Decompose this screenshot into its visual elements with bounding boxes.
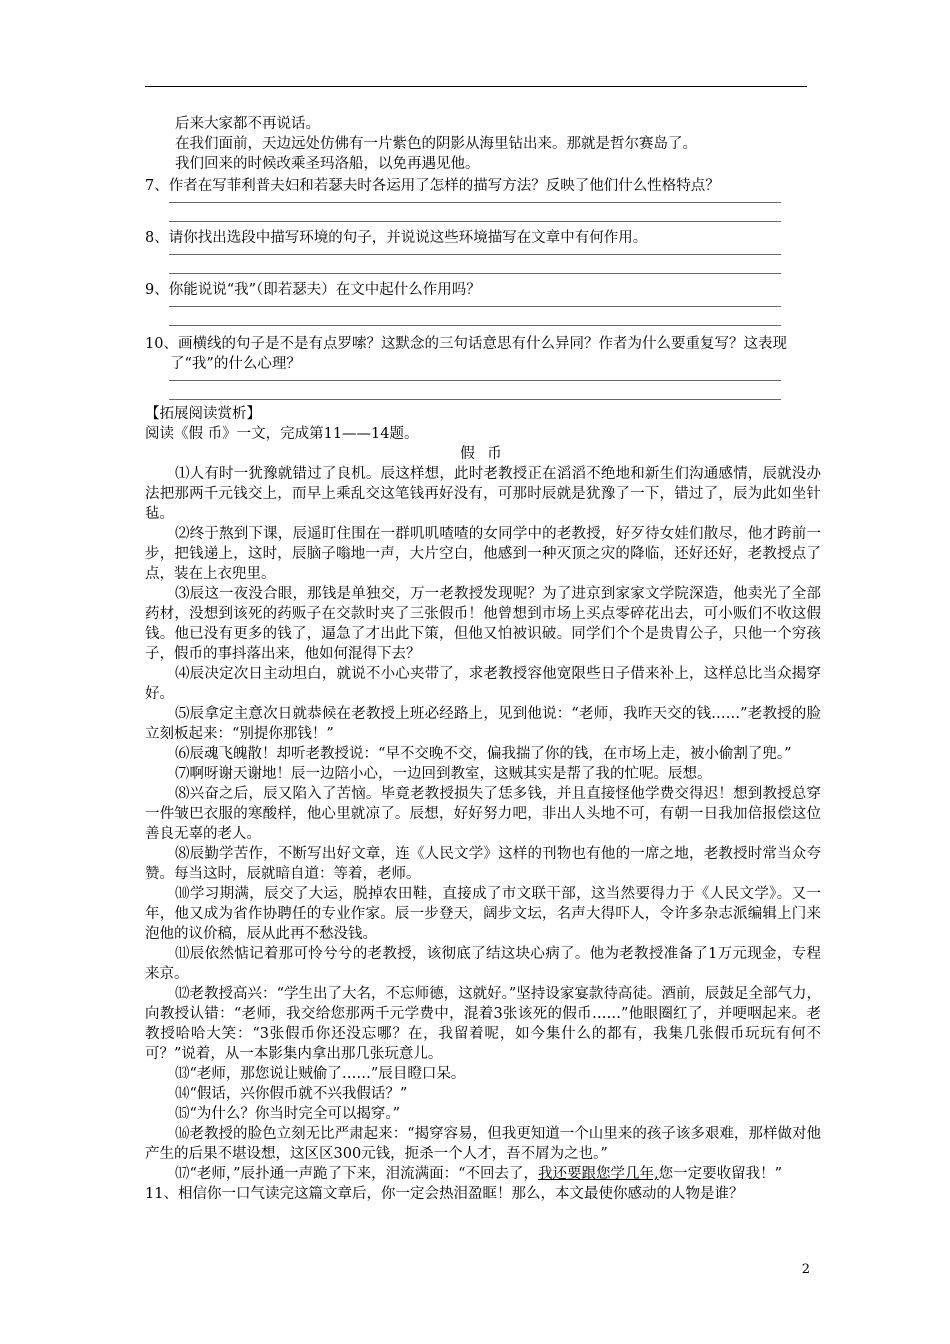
- passage-line: 在我们面前，天边远处仿佛有一片紫色的阴影从海里钻出来。那就是哲尔赛岛了。: [175, 136, 697, 152]
- reading-instruction: 阅读《假 币》一文，完成第11——14题。: [145, 426, 419, 442]
- article-paragraph: ⒀“老师，那您说让贼偷了……”辰目瞪口呆。: [175, 1066, 466, 1082]
- header-rule: [145, 86, 807, 87]
- article-paragraph: ⑵终于熬到下课，辰遥盯住围在一群叽叽喳喳的女同学中的老教授，好歹待女娃们散尽，他才跨前一步，把钱递上，这时，辰脑子嗡地一声，大片空白，他感到一种灭顶之灾的降临，还好还好，老教授点了点，装在上衣兜里。: [145, 526, 821, 582]
- article-paragraph: ⑻兴奋之后，辰又陷入了苦恼。毕竟老教授损失了恁多钱，并且直接怪他学费交得迟！想到教授总穿一件皱巴衣服的寒酸样，他心里就凉了。辰想，好好努力吧，非出人头地不可，有朝一日我加倍报偿这位善良无辜的老人。: [145, 786, 821, 842]
- article-paragraph: ⑾辰依然惦记着那可怜兮兮的老教授，该彻底了结这块心病了。他为老教授准备了1万元现金，专程来京。: [145, 946, 821, 982]
- answer-lines-8: [169, 254, 781, 274]
- article-paragraph: ⒂“为什么？你当时完全可以揭穿。”: [175, 1106, 401, 1122]
- answer-lines-9: [169, 306, 781, 326]
- question-8: 8、请你找出选段中描写环境的句子，并说说这些环境描写在文章中有何作用。: [145, 230, 648, 246]
- article-paragraph: ⒁“假话，兴你假币就不兴我假话？”: [175, 1086, 408, 1102]
- answer-lines-7: [169, 202, 781, 222]
- article-paragraph: ⒃老教授的脸色立刻无比严肃起来：“揭穿容易，但我更知道一个山里来的孩子该多艰难，那样做对他产生的后果不堪设想，这区区300元钱，扼杀一个人才，吾不屑为之也。”: [145, 1126, 821, 1162]
- article-paragraph: ⑿老教授高兴：“学生出了大名，不忘师德，这就好。”坚持设家宴款待高徒。酒前，辰鼓足全部气力，向教授认错：“老师，我交给您那两千元学费中，混着3张该死的假币……”他眼圈红了，并哽咽起来。老教授哈哈大笑：“3张假币你还没忘哪？在，我留着呢，如今集什么的都有，我集几张假币玩玩有何不可？”说着，从一本影集内拿出那几张玩意儿。: [145, 986, 821, 1062]
- last-para-end: 您一定要收留我！”: [658, 1166, 783, 1182]
- article-paragraph: ⑸辰拿定主意次日就恭候在老教授上班必经路上，见到他说：“老师，我昨天交的钱……”老教授的脸立刻板起来：“别提你那钱！”: [145, 706, 821, 742]
- question-10: 10、画横线的句子是不是有点罗嗦？这默念的三句话意思有什么异同？作者为什么要重复写？这表现了“我”的什么心理？: [145, 336, 787, 372]
- article-paragraph: ⑷辰决定次日主动坦白，就说不小心夹带了，求老教授容他宽限些日子借来补上，这样总比当众揭穿好。: [145, 666, 821, 702]
- last-para-start: ⒄“老师，”辰扑通一声跪了下来，泪流满面：“不回去了，: [175, 1166, 538, 1182]
- answer-lines-10: [169, 380, 781, 400]
- article-paragraph: ⑴人有时一犹豫就错过了良机。辰这样想，此时老教授正在滔滔不绝地和新生们沟通感情，辰就没办法把那两千元钱交上，而早上乘乱交这笔钱再好没有，可那时辰就是犹豫了一下，错过了，辰为此如坐针毡。: [145, 466, 821, 522]
- article-paragraph: ⑽学习期满，辰交了大运，脱掉农田鞋，直接成了市文联干部，这当然要得力于《人民文学》。又一年，他又成为省作协聘任的专业作家。辰一步登天，阔步文坛，名声大得吓人，令许多杂志派编辑上门来泡他的议价稿，辰从此再不愁没钱。: [145, 886, 821, 942]
- article-paragraph: ⑻辰勤学苦作，不断写出好文章，连《人民文学》这样的刊物也有他的一席之地，老教授时常当众夸赞。每当这时，辰就暗自道：等着，老师。: [145, 846, 821, 882]
- underlined-sentence: 我还要跟您学几年,: [538, 1166, 659, 1182]
- question-7: 7、作者在写菲利普夫妇和若瑟夫时各运用了怎样的描写方法？反映了他们什么性格特点？: [145, 178, 720, 194]
- question-11: 11、相信你一口气读完这篇文章后，你一定会热泪盈眶！那么，本文最使你感动的人物是谁？: [145, 1186, 744, 1202]
- page-content: [145, 114, 821, 1204]
- passage-line: 我们回来的时候改乘圣玛洛船，以免再遇见他。: [175, 156, 480, 172]
- article-paragraph: ⑹辰魂飞魄散！却听老教授说：“早不交晚不交，偏我揣了你的钱，在市场上走，被小偷割了兜。”: [175, 746, 792, 762]
- page-number: 2: [801, 1262, 810, 1277]
- article-paragraph: ⑶辰这一夜没合眼，那钱是单独交，万一老教授发现呢？为了进京到家家文学院深造，他卖光了全部药材，没想到该死的药贩子在交款时夹了三张假币！他曾想到市场上买点零碎花出去，可小贩们不收这假钱。他已没有更多的钱了，逼急了才出此下策，但他又怕被识破。同学们个个是贵胄公子，只他一个穷孩子，假币的事抖落出来，他如何混得下去？: [145, 586, 821, 662]
- passage-line: 后来大家都不再说话。: [175, 116, 320, 132]
- question-9: 9、你能说说“我”（即若瑟夫）在文中起什么作用吗？: [145, 282, 481, 298]
- article-paragraph: ⑺啊呀谢天谢地！辰一边陪小心，一边回到教室，这贼其实是帮了我的忙呢。辰想。: [175, 766, 712, 782]
- article-title: 假 币: [460, 446, 506, 462]
- section-heading: 【拓展阅读赏析】: [145, 406, 261, 422]
- article-last-paragraph: [145, 1164, 821, 1184]
